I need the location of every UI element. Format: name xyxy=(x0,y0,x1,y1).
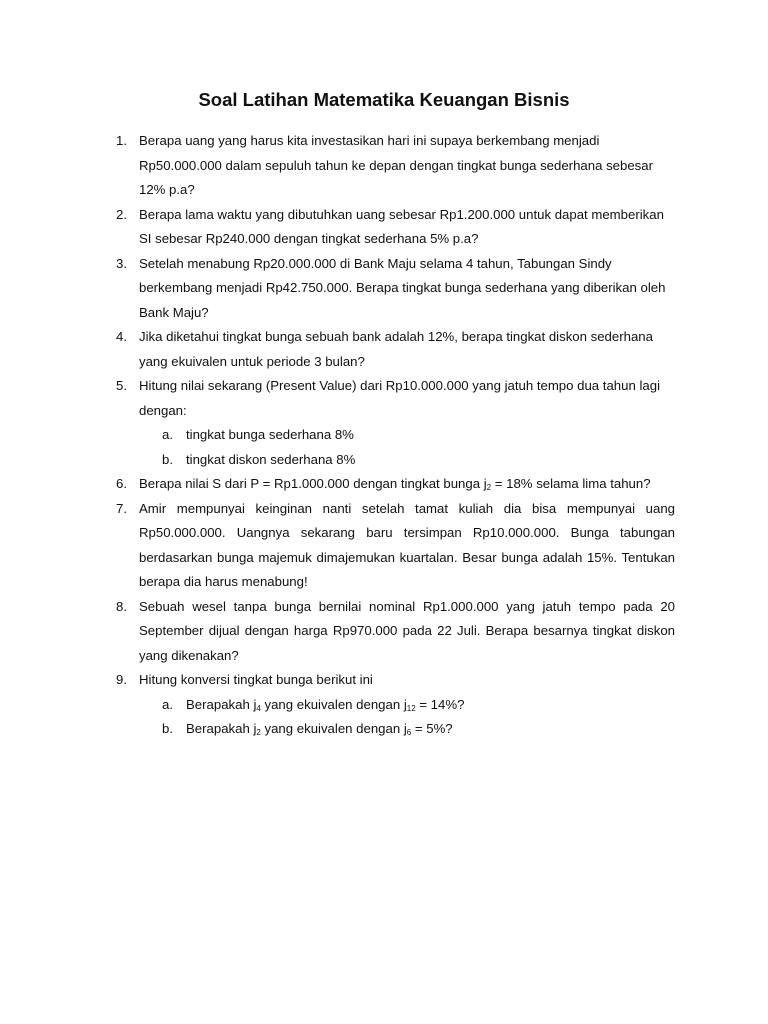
subscript-index: 12 xyxy=(406,703,416,713)
sub-question-text xyxy=(186,697,464,712)
sub-question-letter: b. xyxy=(162,721,173,736)
question-list xyxy=(0,129,768,742)
question-number: 7. xyxy=(116,500,127,516)
subscript-index: 2 xyxy=(256,728,261,737)
sub-question-item xyxy=(139,693,675,718)
question-text: Hitung konversi tingkat bunga berikut ini xyxy=(139,672,373,687)
sub-question-letter: a. xyxy=(162,427,173,442)
sub-question-text-end: = 14%? xyxy=(415,696,465,712)
sub-question-item xyxy=(139,448,675,473)
document-title: Soal Latihan Matematika Keuangan Bisnis xyxy=(198,89,570,110)
sub-question-text: tingkat bunga sederhana 8% xyxy=(186,427,354,442)
question-text: Amir mempunyai keinginan nanti setelah tamat kuliah dia bisa mempunyai uang Rp50.000.000. Uangnya sekarang baru tersimpan Rp10.000.000. Bunga tabungan berdasarkan bunga majemuk dimajemukan kuartalan. Besar bunga adalah 15%. Tentukan berapa dia harus menabung! xyxy=(139,500,675,589)
question-item xyxy=(0,325,768,374)
question-item xyxy=(0,129,768,203)
question-number: 9. xyxy=(116,672,127,687)
sub-question-text-middle: yang ekuivalen dengan j xyxy=(260,721,407,736)
subscript-index: 4 xyxy=(256,703,261,713)
sub-question-list xyxy=(139,693,675,742)
question-text: Berapa uang yang harus kita investasikan hari ini supaya berkembang menjadi Rp50.000.000 dalam sepuluh tahun ke depan dengan tingkat bunga sederhana sebesar 12% p.a? xyxy=(139,133,653,197)
sub-question-text: tingkat diskon sederhana 8% xyxy=(186,451,356,467)
sub-question-letter: a. xyxy=(162,696,173,712)
question-item xyxy=(0,595,768,669)
subscript-index: 2 xyxy=(486,483,492,492)
question-text: Setelah menabung Rp20.000.000 di Bank Maju selama 4 tahun, Tabungan Sindy berkembang menjadi Rp42.750.000. Berapa tingkat bunga sederhana yang diberikan oleh Bank Maju? xyxy=(139,255,666,320)
question-text: Hitung nilai sekarang (Present Value) dari Rp10.000.000 yang jatuh tempo dua tahun lagi dengan: xyxy=(139,378,661,418)
question-item xyxy=(0,374,768,472)
question-item xyxy=(0,252,768,326)
question-number: 1. xyxy=(116,133,127,148)
sub-question-text-end: = 5%? xyxy=(411,721,453,736)
sub-question-text-start: Berapakah j xyxy=(186,721,257,736)
sub-question-letter: b. xyxy=(162,451,173,467)
question-text: Berapa lama waktu yang dibutuhkan uang sebesar Rp1.200.000 untuk dapat memberikan SI sebesar Rp240.000 dengan tingkat sederhana 5% p.a? xyxy=(139,206,664,246)
question-number: 4. xyxy=(116,329,127,344)
sub-question-text-start: Berapakah j xyxy=(186,696,257,712)
question-item xyxy=(0,472,768,497)
question-item xyxy=(0,203,768,252)
sub-question-list xyxy=(139,423,675,472)
question-number: 6. xyxy=(116,476,127,491)
sub-question-item xyxy=(139,423,675,448)
subscript-index: 6 xyxy=(406,728,412,737)
sub-question-text-middle: yang ekuivalen dengan j xyxy=(260,696,407,712)
question-text xyxy=(139,472,675,497)
question-number: 8. xyxy=(116,598,127,614)
question-number: 5. xyxy=(116,378,127,393)
question-text-start: Berapa nilai S dari P = Rp1.000.000 dengan tingkat bunga j xyxy=(139,476,487,491)
question-item xyxy=(0,668,768,742)
question-number: 3. xyxy=(116,255,127,271)
sub-question-text xyxy=(186,721,453,736)
question-text-end: = 18% selama lima tahun? xyxy=(491,476,651,491)
question-number: 2. xyxy=(116,206,127,222)
question-item xyxy=(0,497,768,595)
question-text: Jika diketahui tingkat bunga sebuah bank adalah 12%, berapa tingkat diskon sederhana yang ekuivalen untuk periode 3 bulan? xyxy=(139,329,653,369)
sub-question-item xyxy=(139,717,675,742)
question-text: Sebuah wesel tanpa bunga bernilai nominal Rp1.000.000 yang jatuh tempo pada 20 September dijual dengan harga Rp970.000 pada 22 Juli. Berapa besarnya tingkat diskon yang dikenakan? xyxy=(139,598,675,663)
